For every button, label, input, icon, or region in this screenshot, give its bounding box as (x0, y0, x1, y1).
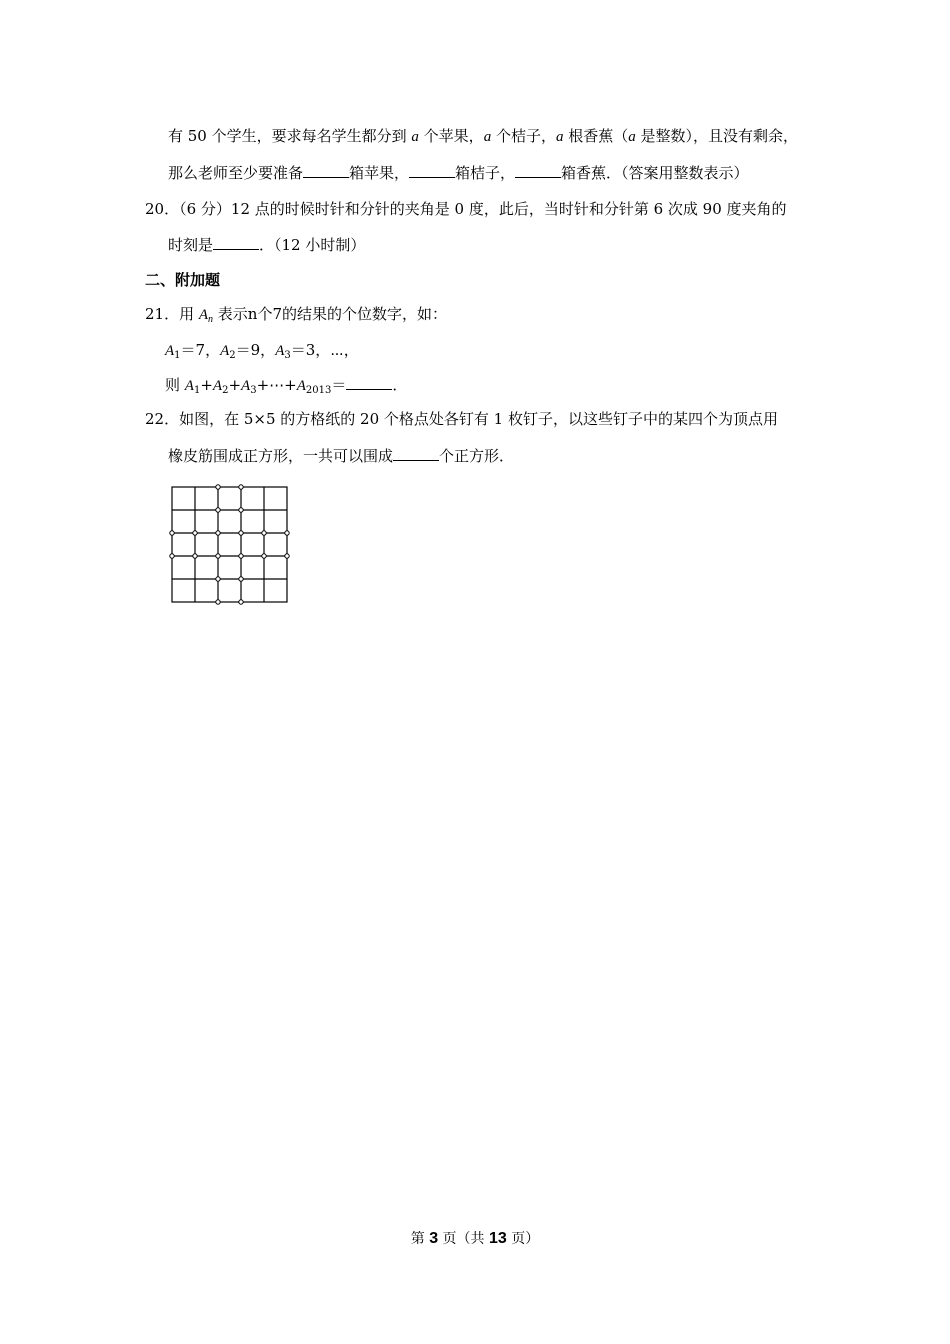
section-title: 二、附加题 (145, 271, 221, 289)
total-pages: 13 (489, 1230, 507, 1247)
q19-line1: 有 50 个学生，要求每名学生都分到 a 个苹果，a 个桔子，a 根香蕉（a 是整数），且没有剩余， (168, 127, 799, 145)
q19-line2: 那么老师至少要准备 箱苹果， 箱桔子， 箱香蕉．（答案用整数表示） (168, 164, 749, 182)
answer-blank[interactable] (409, 163, 455, 178)
q21-sum: 则 $A_1+A_2+A_3+\cdots+A_{2013}=$ ． (165, 376, 408, 396)
nail (216, 485, 220, 489)
nail (239, 577, 243, 581)
nails (170, 485, 289, 604)
q21-examples: $A_1=7$，$A_2=9$，$A_3=3$，⋯， (165, 341, 359, 361)
nail (239, 508, 243, 512)
answer-blank[interactable] (213, 235, 259, 250)
q20-line1: 20．（6 分）12 点的时候时针和分针的夹角是 0 度，此后，当时针和分针第 6 次成 90 度夹角的 (145, 200, 787, 218)
nail (216, 577, 220, 581)
answer-blank[interactable] (515, 163, 561, 178)
nail (239, 554, 243, 558)
nail (239, 531, 243, 535)
nail (216, 600, 220, 604)
nail-grid-figure (168, 482, 292, 608)
answer-blank[interactable] (303, 163, 349, 178)
nail (170, 554, 174, 558)
current-page: 3 (429, 1230, 439, 1247)
nail (262, 531, 266, 535)
nail (216, 531, 220, 535)
nail (239, 600, 243, 604)
q22-line2: 橡皮筋围成正方形，一共可以围成 个正方形． (168, 447, 515, 465)
nail (285, 531, 289, 535)
q20-line2: 时刻是 ．（12 小时制） (168, 236, 366, 254)
nail (285, 554, 289, 558)
nail (170, 531, 174, 535)
nail (216, 508, 220, 512)
q21-line1: 21．用 $A_n$ 表示n个7的结果的个位数字，如： (145, 305, 448, 325)
nail (239, 485, 243, 489)
q22-line1: 22．如图，在 5×5 的方格纸的 20 个格点处各钉有 1 枚钉子，以这些钉子中的某四个为顶点用 (145, 410, 778, 428)
grid-border (172, 487, 287, 602)
grid-lines (172, 487, 287, 602)
nail (193, 554, 197, 558)
nail (262, 554, 266, 558)
nail (216, 554, 220, 558)
answer-blank[interactable] (393, 446, 439, 461)
nail (193, 531, 197, 535)
page-footer: 第 3 页（共 13 页） (410, 1230, 540, 1247)
answer-blank[interactable] (346, 375, 392, 390)
